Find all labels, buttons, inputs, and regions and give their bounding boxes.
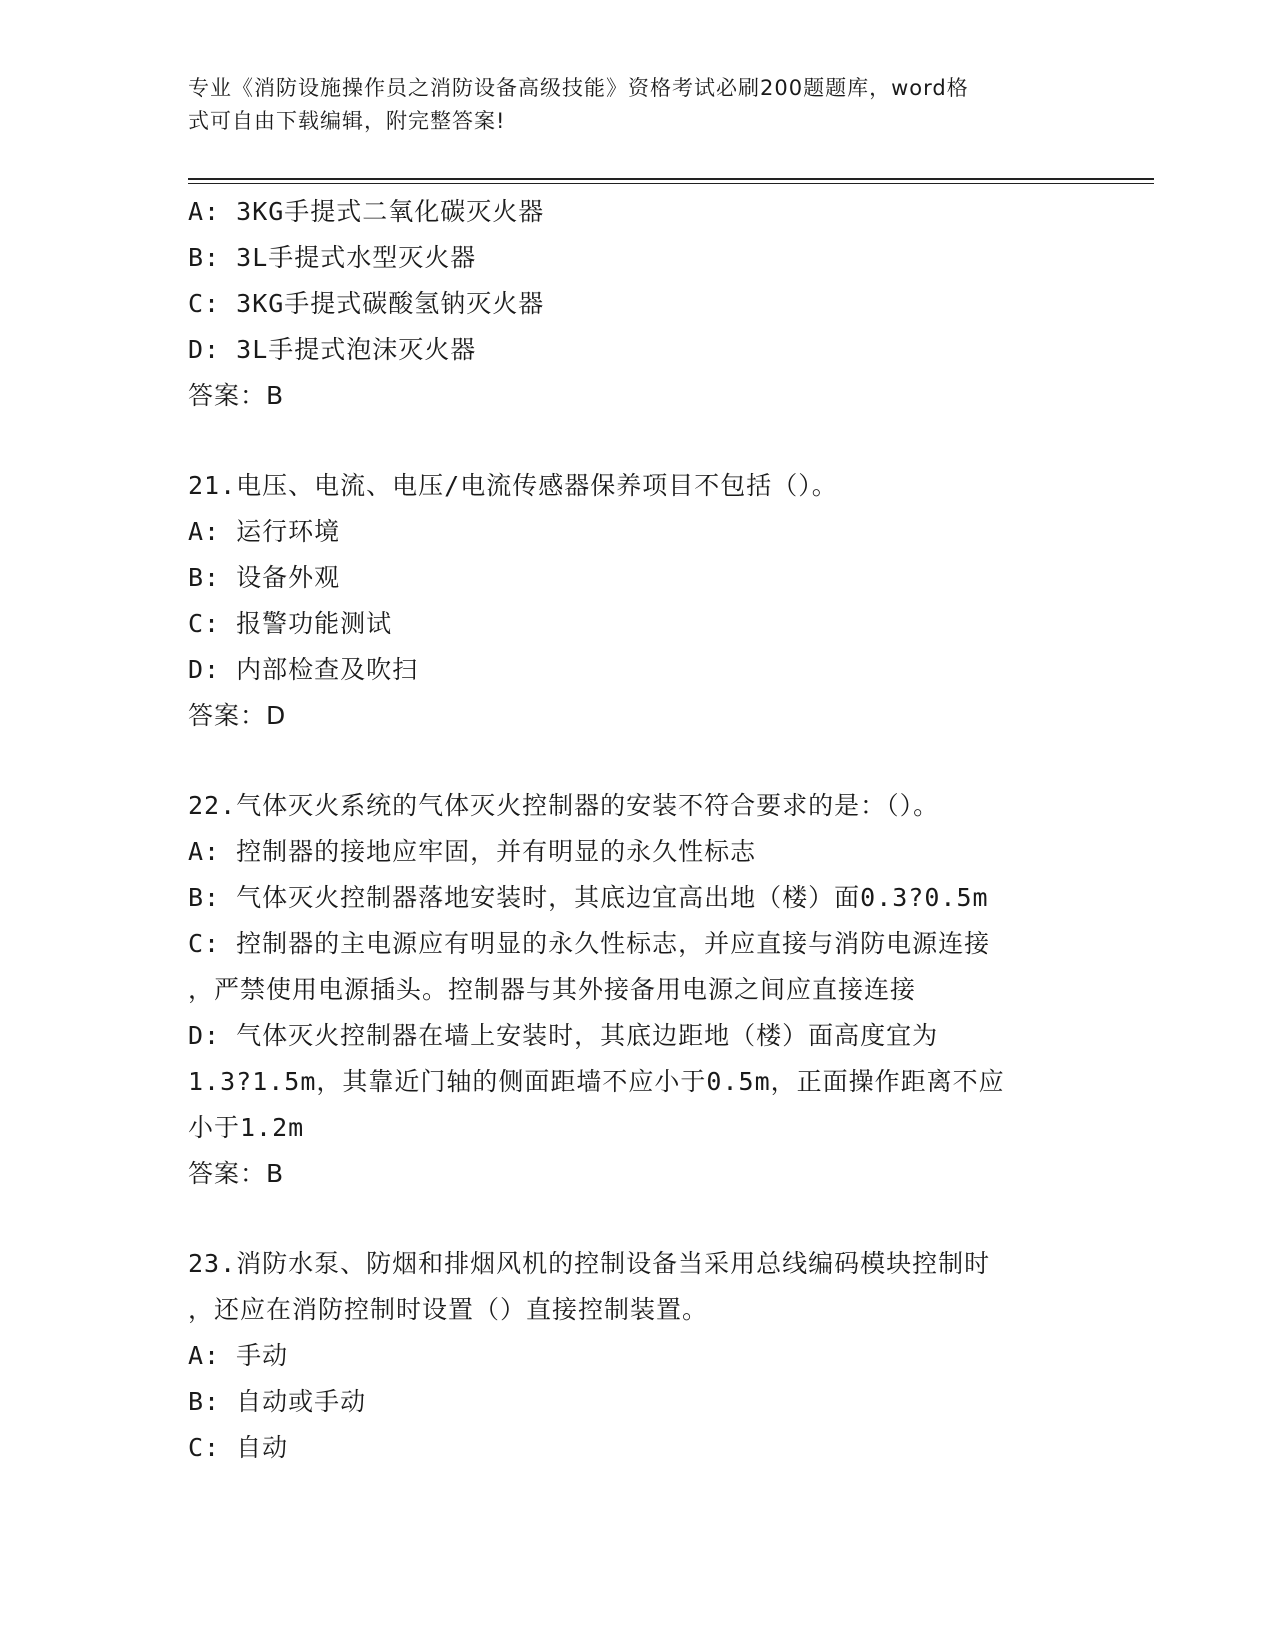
option-d: D: 内部检查及吹扫 [188, 655, 419, 684]
option-d-line-1: D: 气体灭火控制器在墙上安装时，其底边距地（楼）面高度宜为 [188, 1021, 939, 1050]
option-a: A: 控制器的接地应牢固，并有明显的永久性标志 [188, 837, 757, 866]
header-divider-thick [188, 178, 1154, 180]
option-a: A: 手动 [188, 1341, 289, 1370]
option-c-line-1: C: 控制器的主电源应有明显的永久性标志，并应直接与消防电源连接 [188, 929, 991, 958]
question-23 [188, 1241, 1088, 1471]
option-c-line-2: ，严禁使用电源插头。控制器与其外接备用电源之间应直接连接 [188, 975, 917, 1004]
spacer [188, 739, 1088, 783]
option-c: C: 3KG手提式碳酸氢钠灭火器 [188, 289, 545, 318]
option-d-line-2: 1.3?1.5m，其靠近门轴的侧面距墙不应小于0.5m，正面操作距离不应 [188, 1067, 1005, 1096]
option-b: B: 3L手提式水型灭火器 [188, 243, 477, 272]
question-stem: 21.电压、电流、电压/电流传感器保养项目不包括（）。 [188, 471, 838, 500]
option-b: B: 设备外观 [188, 563, 341, 592]
question-22 [188, 783, 1088, 1197]
document-header [188, 72, 1088, 138]
header-line-1: 专业《消防设施操作员之消防设备高级技能》资格考试必刷200题题库，word格 [188, 76, 969, 100]
option-b: B: 气体灭火控制器落地安装时，其底边宜高出地（楼）面0.3?0.5m [188, 883, 989, 912]
question-stem-line-1: 23.消防水泵、防烟和排烟风机的控制设备当采用总线编码模块控制时 [188, 1249, 991, 1278]
header-divider-thin [188, 183, 1154, 184]
option-a: A: 运行环境 [188, 517, 341, 546]
answer: 答案：B [188, 381, 285, 410]
question-list [188, 189, 1088, 1471]
question-stem-line-2: ，还应在消防控制时设置（）直接控制装置。 [188, 1295, 709, 1324]
option-d-line-3: 小于1.2m [188, 1113, 305, 1142]
option-d: D: 3L手提式泡沫灭火器 [188, 335, 477, 364]
option-b: B: 自动或手动 [188, 1387, 367, 1416]
spacer [188, 1197, 1088, 1241]
spacer [188, 419, 1088, 463]
option-c: C: 报警功能测试 [188, 609, 393, 638]
header-line-2: 式可自由下载编辑，附完整答案! [188, 109, 506, 133]
answer: 答案：B [188, 1159, 285, 1188]
question-20 [188, 189, 1088, 419]
question-stem: 22.气体灭火系统的气体灭火控制器的安装不符合要求的是：（）。 [188, 791, 940, 820]
answer: 答案：D [188, 701, 287, 730]
option-a: A: 3KG手提式二氧化碳灭火器 [188, 197, 545, 226]
option-c: C: 自动 [188, 1433, 289, 1462]
question-21 [188, 463, 1088, 739]
